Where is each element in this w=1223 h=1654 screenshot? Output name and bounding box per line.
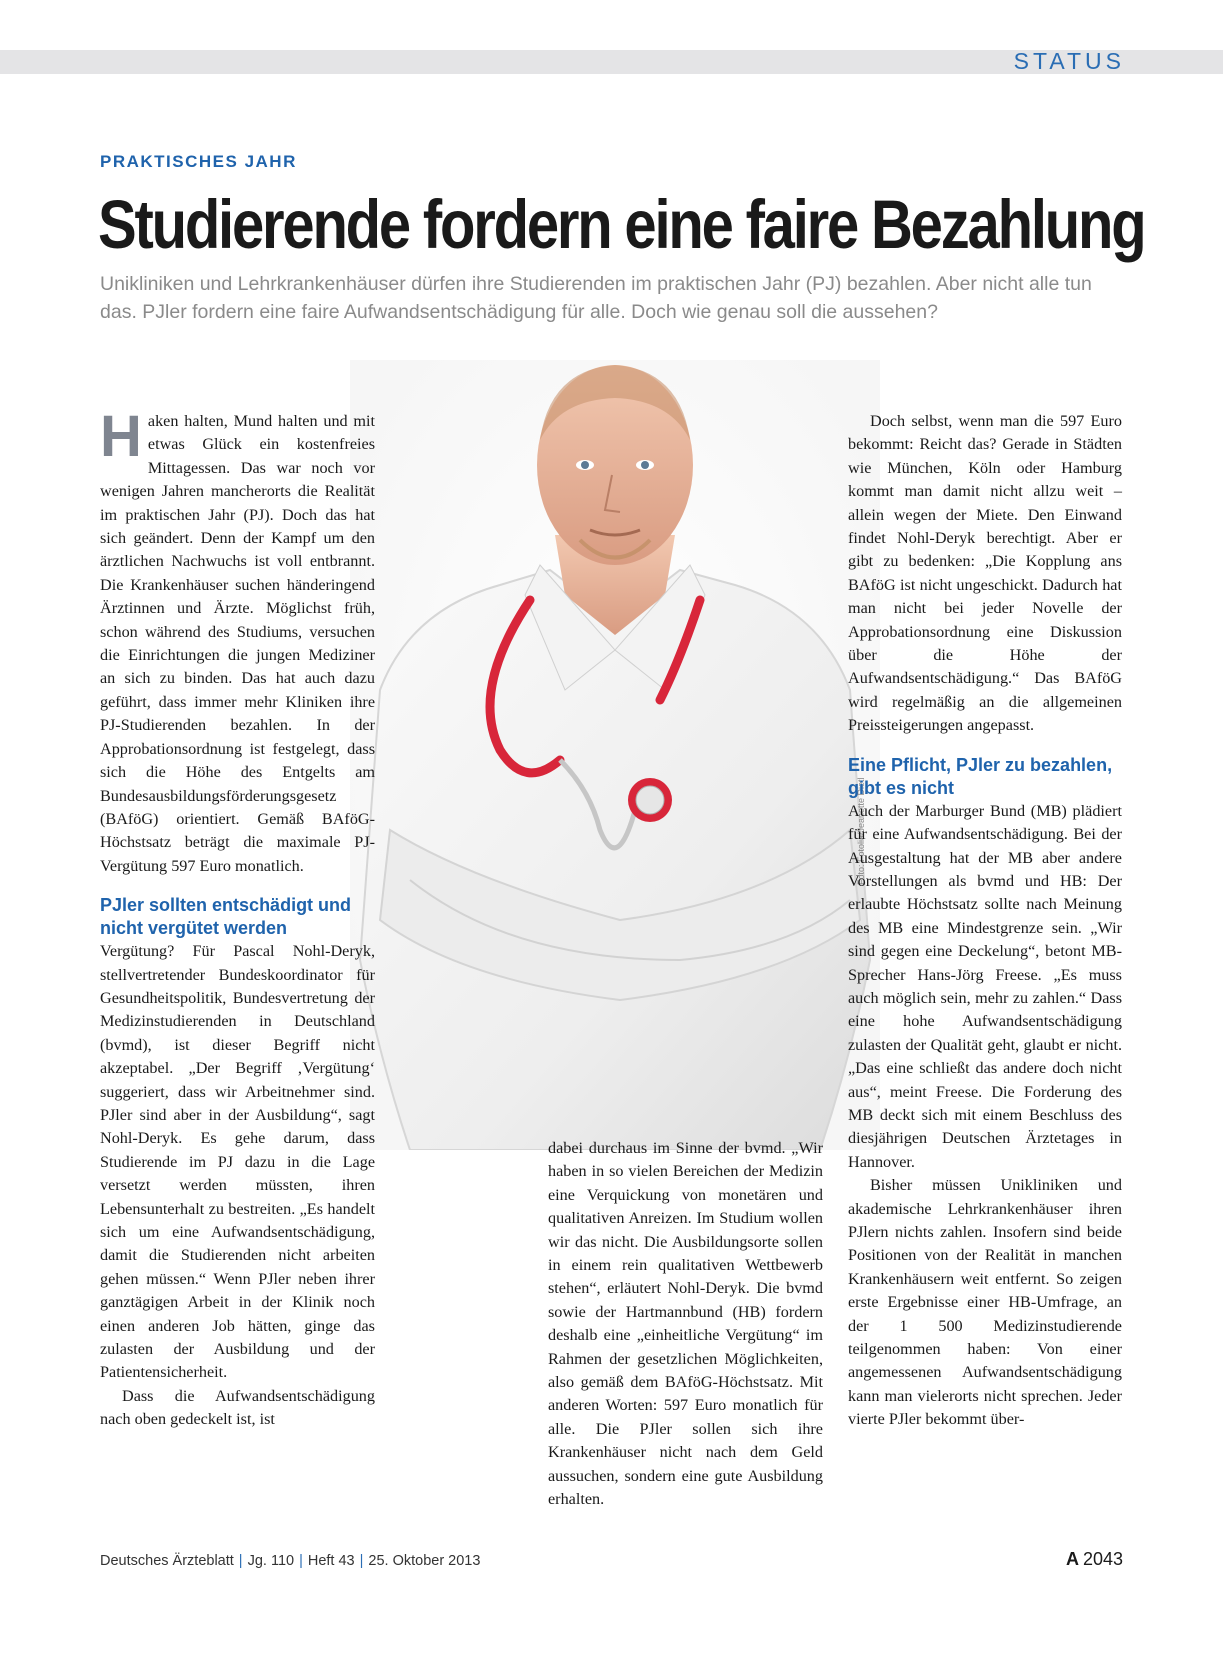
volume: Jg. 110 [247,1553,295,1569]
article-lead: Unikliniken und Lehrkrankenhäuser dürfen ihre Studierenden im praktischen Jahr (PJ) bezahlen. Aber nicht alle tun das. PJler fordern eine faire Aufwandsentschädigung für alle. Doch wie genau soll die aussehen? [100,273,1092,323]
issue: Heft 43 [307,1553,355,1569]
paragraph: Doch selbst, wenn man die 597 Euro bekommt: Reicht das? Gerade in Städten wie München, Köln oder Hamburg kommt man damit nicht allzu weit – allein wegen der Miete. Den Einwand findet Nohl-Deryk berechtigt. Aber er gibt zu bedenken: „Die Kopplung ans BAföG ist nicht ungeschickt. Dadurch hat man nicht bei jeder Novelle der Approbationsordnung eine Diskussion über die Höhe der Aufwandsentschädigung.“ Das BAföG wird regelmäßig an die allgemeinen Preissteigerungen angepasst. [848,412,1122,735]
article-title: Studierende fordern eine faire Bezahlung [98,186,1145,264]
article-column-3 [848,410,1122,1432]
paragraph: Haken halten, Mund halten und mit etwas Glück ein kostenfreies Mittagessen. Das war noch vor wenigen Jahren mancherorts die Realität im praktischen Jahr (PJ). Doch das hat sich geändert. Denn der Kampf um den ärztlichen Nachwuchs ist voll entbrannt. Die Krankenhäuser suchen händeringend Ärztinnen und Ärzte. Möglichst früh, schon während des Studiums, versuchen die Einrichtungen die jungen Mediziner an sich zu binden. Das hat auch dazu geführt, dass immer mehr Kliniken ihre PJ-Studierenden bezahlen. In der Approbationsordnung ist festgelegt, dass sich die Höhe des Entgelts am Bundesausbildungsförderungsgesetz (BAföG) orientiert. Gemäß BAföG-Höchstsatz beträgt die maximale PJ-Vergütung 597 Euro monatlich. [100,404,375,875]
article-column-1 [100,404,375,1432]
paragraph: Bisher müssen Unikliniken und akademische Lehrkrankenhäuser ihren PJlern nichts zahlen. Insofern sind beide Positionen von der Realität in manchen Krankenhäusern weit entfernt. So zeigen erste Ergebnisse einer HB-Umfrage, an der 1 500 Medizinstudierende teilgenommen haben: Von einer angemessenen Aufwandsentschädigung kann man vielerorts nicht sprechen. Jeder vierte PJler bekommt über- [848,1176,1122,1429]
footer-citation: Deutsches Ärzteblatt | Jg. 110 | Heft 43 | 25. Oktober 2013 [100,1553,481,1569]
issue-date: 25. Oktober 2013 [368,1553,481,1569]
doctor-photo [350,360,880,1150]
page-number: A 2043 [1065,1549,1123,1569]
section-label: STATUS [1013,48,1125,74]
journal-name: Deutsches Ärzteblatt [100,1553,234,1569]
paragraph: Dass die Aufwandsentschädigung nach oben gedeckelt ist, ist [100,1386,375,1429]
paragraph: Vergütung? Für Pascal Nohl-Deryk, stellvertretender Bundeskoordinator für Gesundheitspolitik, Bundesvertretung der Medizinstudierenden in Deutschland (bvmd), ist dieser Begriff nicht akzeptabel. „Der Begriff ‚Vergütung‘ suggeriert, dass wir Arbeitnehmer sind. PJler sind aber in der Ausbildung“, sagt Nohl-Deryk. Es gehe darum, dass Studierende im PJ dazu in die Lage versetzt werden müssten, ihren Lebensunterhalt zu bestreiten. „Es handelt sich um eine Aufwandsentschädigung, damit die Studierenden nicht arbeiten gehen müssen.“ Wenn PJler neben ihrer ganztägigen Arbeit in der Klinik noch einen anderen Job hätten, ginge das zulasten der Ausbildung und der Patientensicherheit. [100,942,375,1382]
subheading: PJler sollten entschädigt und nicht vergütet werden [100,895,352,939]
paragraph: Auch der Marburger Bund (MB) plädiert für eine Aufwandsentschädigung. Bei der Ausgestaltung hat der MB aber andere Vorstellungen als bvmd und HB: Der erlaubte Höchstsatz sollte nach Meinung des MB eine Mindestgrenze sein. „Wir sind gegen eine Deckelung“, betont MB-Sprecher Hans-Jörg Freese. „Es muss auch möglich sein, mehr zu zahlen.“ Dass eine hohe Aufwandsentschädigung zulasten der Qualität geht, glaubt er nicht. „Das eine schließt das andere doch nicht aus“, meint Freese. Die Forderung des MB deckt sich mit einem Beschluss des diesjährigen Deutschen Ärztetages in Hannover. [848,801,1122,1171]
photo-credit: Foto: Fotolia/Jeanette Dietl [856,777,866,885]
drop-cap: H [100,404,142,469]
paragraph: dabei durchaus im Sinne der bvmd. „Wir haben in so vielen Bereichen der Medizin eine Verquickung von monetären und qualitativen Anreizen. Im Studium wollen wir das nicht. Die Ausbildungsorte sollen in einem rein qualitativen Wettbewerb stehen“, erläutert Nohl-Deryk. Die bvmd sowie der Hartmannbund (HB) fordern deshalb eine „einheitliche Vergütung“ im Rahmen der gesetzlichen Möglichkeiten, also gemäß dem BAföG-Höchstsatz. Mit anderen Worten: 597 Euro monatlich für alle. Die PJler sollen sich ihre Krankenhäuser nicht nach dem Geld aussuchen, sondern eine gute Ausbildung erhalten. [548,1139,823,1509]
article-column-2 [548,1137,823,1512]
article-kicker: PRAKTISCHES JAHR [100,152,297,171]
subheading: Eine Pflicht, PJler zu bezahlen, gibt es nicht [848,754,1113,798]
